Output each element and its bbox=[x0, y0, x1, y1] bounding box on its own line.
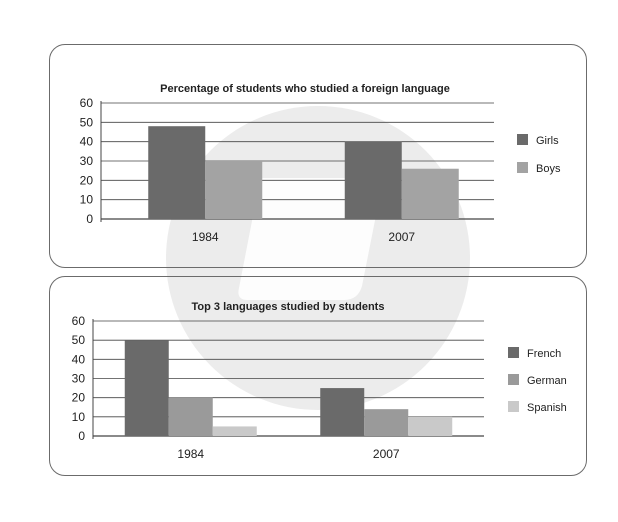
bar-german-2007 bbox=[364, 409, 408, 436]
legend-swatch-french bbox=[508, 347, 519, 358]
y-tick-label: 0 bbox=[86, 212, 93, 226]
legend-label-spanish: Spanish bbox=[527, 402, 567, 414]
y-tick-label: 60 bbox=[71, 314, 85, 328]
y-tick-label: 10 bbox=[79, 192, 93, 207]
x-tick-label: 1984 bbox=[191, 230, 219, 244]
legend-label-girls: Girls bbox=[536, 135, 559, 147]
legend-label-german: German bbox=[527, 375, 567, 387]
bar-german-1984 bbox=[169, 398, 213, 436]
legend-label-boys: Boys bbox=[536, 163, 561, 175]
x-tick-label: 2007 bbox=[372, 447, 400, 461]
y-tick-label: 30 bbox=[79, 154, 93, 168]
bar-french-1984 bbox=[125, 340, 169, 436]
legend-swatch-german bbox=[508, 374, 519, 385]
bar-spanish-1984 bbox=[213, 426, 257, 436]
x-tick-label: 1984 bbox=[177, 447, 205, 461]
bar-french-2007 bbox=[320, 388, 364, 436]
bar-spanish-2007 bbox=[408, 417, 452, 436]
chart-title: Top 3 languages studied by students bbox=[191, 301, 385, 313]
legend-label-french: French bbox=[527, 348, 562, 360]
y-tick-label: 50 bbox=[79, 115, 93, 130]
y-tick-label: 10 bbox=[71, 409, 85, 424]
y-tick-label: 20 bbox=[71, 390, 85, 405]
y-tick-label: 40 bbox=[79, 134, 93, 149]
chart-title: Percentage of students who studied a foreign language bbox=[160, 83, 450, 95]
legend-swatch-spanish bbox=[508, 401, 519, 412]
y-tick-label: 50 bbox=[71, 333, 85, 348]
x-tick-label: 2007 bbox=[388, 230, 416, 244]
y-tick-label: 60 bbox=[79, 96, 93, 110]
y-tick-label: 20 bbox=[79, 173, 93, 188]
y-tick-label: 30 bbox=[71, 371, 85, 386]
y-tick-label: 40 bbox=[71, 352, 85, 367]
y-tick-label: 0 bbox=[78, 429, 85, 443]
